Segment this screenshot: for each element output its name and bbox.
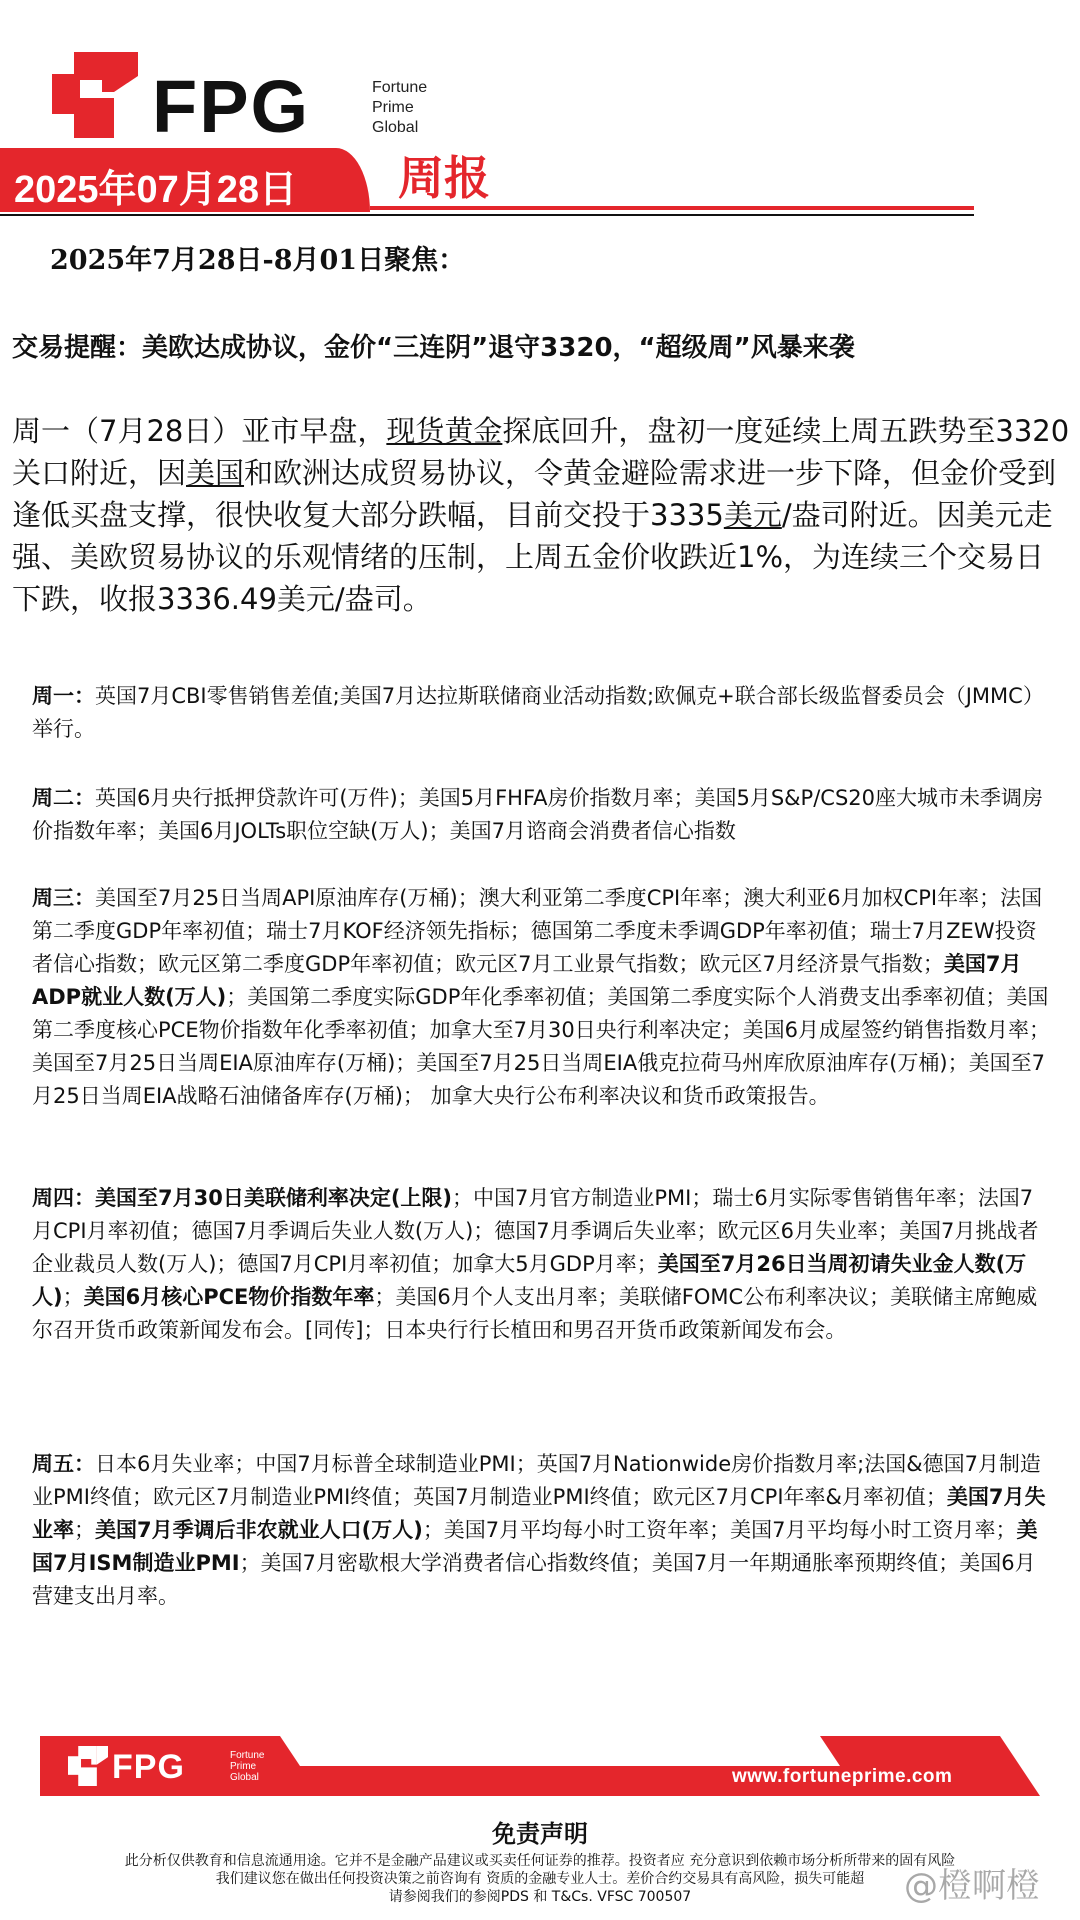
lead-paragraph: 周一（7月28日）亚市早盘，现货黄金探底回升，盘初一度延续上周五跌势至3320关口附近，因美国和欧洲达成贸易协议，令黄金避险需求进一步下降，但金价受到逢低买盘支撑，很快收复大部分跌幅，目前交投于3335美元/盎司附近。因美元走强、美欧贸易协议的乐观情绪的压制，上周五金价收跌近1%，为连续三个交易日下跌，收报3336.49美元/盎司。 bbox=[12, 414, 1070, 616]
schedule-monday: 周一：英国7月CBI零售销售差值;美国7月达拉斯联储商业活动指数;欧佩克+联合部长级监督委员会（JMMC）举行。 bbox=[32, 684, 1044, 741]
schedule-wednesday: 周三：美国至7月25日当周API原油库存(万桶)；澳大利亚第二季度CPI年率；澳大利亚6月加权CPI年率；法国第二季度GDP年率初值；瑞士7月KOF经济领先指标；德国第二季度未季调GDP年率初值；瑞士7月ZEW投资者信心指数；欧元区第二季度GDP年率初值；欧元区7月工业景气指数；欧元区7月经济景气指数；美国7月ADP就业人数(万人)；美国第二季度实际GDP年化季率初值；美国第二季度实际个人消费支出季率初值；美国第二季度核心PCE物价指数年化季率初值；加拿大至7月30日央行利率决定；美国6月成屋签约销售指数月率；美国至7月25日当周EIA原油库存(万桶)；美国至7月25日当周EIA俄克拉荷马州库欣原油库存(万桶)；美国至7月25日当周EIA战略石油储备库存(万桶)； 加拿大央行公布利率决议和货币政策报告。 bbox=[32, 886, 1051, 1108]
report-date: 2025年07月28日 bbox=[14, 169, 298, 211]
link-usd[interactable]: 美元 bbox=[723, 498, 782, 532]
schedule-thursday: 周四：美国至7月30日美联储利率决定(上限)；中国7月官方制造业PMI；瑞士6月实际零售销售年率；法国7月CPI月率初值；德国7月季调后失业人数(万人)；德国7月季调后失业率；欧元区6月失业率；美国7月挑战者企业裁员人数(万人)；德国7月CPI月率初值；加拿大5月GDP月率；美国至7月26日当周初请失业金人数(万人)；美国6月核心PCE物价指数年率；美国6月个人支出月率；美联储FOMC公布利率决议；美联储主席鲍威尔召开货币政策新闻发布会。[同传]；日本央行行长植田和男召开货币政策新闻发布会。 bbox=[32, 1186, 1039, 1342]
link-spot-gold[interactable]: 现货黄金 bbox=[386, 414, 503, 448]
footer-banner bbox=[40, 1736, 1040, 1796]
report-type: 周报 bbox=[398, 151, 490, 205]
header-divider-black bbox=[0, 214, 974, 216]
footer-logo-wordmark: FPG bbox=[112, 1748, 185, 1786]
schedule-friday: 周五：日本6月失业率；中国7月标普全球制造业PMI；英国7月Nationwide房价指数月率;法国&德国7月制造业PMI终值；欧元区7月制造业PMI终值；英国7月制造业PMI终值；欧元区7月CPI年率&月率初值；美国7月失业率；美国7月季调后非农就业人口(万人)；美国7月平均每小时工资年率；美国7月平均每小时工资月率；美国7月ISM制造业PMI；美国7月密歇根大学消费者信心指数终值；美国7月一年期通胀率预期终值；美国6月营建支出月率。 bbox=[32, 1452, 1046, 1608]
disclaimer-text: 此分析仅供教育和信息流通用途。它并不是金融产品建议或买卖任何证券的推荐。投资者应 充分意识到依赖市场分析所带来的固有风险 我们建议您在做出任何投资决策之前咨询有 资质的金融专业人士。差价合约交易具有高风险，损失可能超 请参阅我们的参阅PDS 和 T&Cs. VFSC 700507 bbox=[124, 1853, 956, 1905]
headline: 交易提醒：美欧达成协议，金价“三连阴”退守3320，“超级周”风暴来袭 bbox=[12, 333, 855, 363]
footer-logo-subtitle: Fortune Prime Global bbox=[230, 1750, 265, 1783]
disclaimer-title: 免责声明 bbox=[492, 1820, 588, 1848]
focus-title: 2025年7月28日-8月01日聚焦： bbox=[50, 245, 466, 276]
header-divider-red bbox=[370, 206, 974, 210]
date-banner bbox=[0, 148, 370, 212]
footer-logo-icon bbox=[68, 1746, 108, 1786]
brand-logo bbox=[52, 52, 372, 148]
fpg-logo-icon bbox=[52, 52, 138, 138]
logo-subtitle: Fortune Prime Global bbox=[372, 79, 428, 136]
logo-wordmark: FPG bbox=[152, 65, 311, 148]
watermark: @橙啊橙 bbox=[904, 1866, 1040, 1906]
link-usa[interactable]: 美国 bbox=[186, 456, 245, 490]
schedule-tuesday: 周二：英国6月央行抵押贷款许可(万件)；美国5月FHFA房价指数月率；美国5月S&P/CS20座大城市未季调房价指数年率；美国6月JOLTs职位空缺(万人)；美国7月谘商会消费者信心指数 bbox=[32, 786, 1044, 843]
footer-url-link[interactable]: www.fortuneprime.com bbox=[732, 1766, 953, 1787]
